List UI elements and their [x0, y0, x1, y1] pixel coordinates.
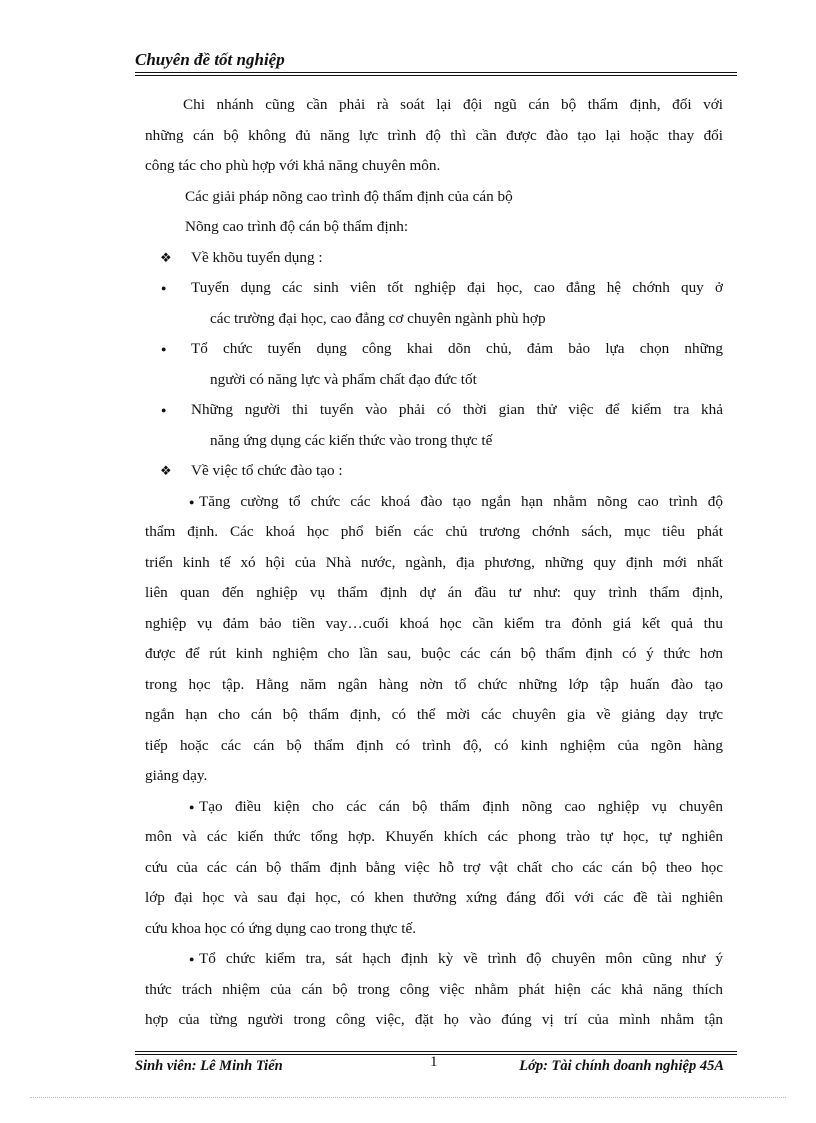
bullet-icon: ● [161, 283, 167, 293]
text-line-content: thẩm định. Các khoá học phổ biến các chủ trương chớnh sách, mục tiêu phát [145, 523, 723, 540]
text-line-content: công tác cho phù hợp với khả năng chuyên môn. [145, 157, 441, 174]
text-line-content: Tổ chức tuyển dụng công khai dõn chủ, đảm bảo lựa chọn những [191, 340, 723, 357]
text-line [145, 975, 723, 1006]
text-line-content: cứu khoa học có ứng dụng cao trong thực tế. [145, 919, 416, 937]
text-line-content: giảng dạy. [145, 767, 208, 784]
text-line [145, 304, 723, 335]
text-line [145, 90, 723, 121]
header-rule [135, 72, 737, 73]
text-line-content: Tuyển dụng các sinh viên tốt nghiệp đại học, cao đẳng hệ chớnh quy ở [191, 279, 723, 296]
text-line-content: người có năng lực và phẩm chất đạo đức tốt [210, 370, 477, 388]
body-text [145, 90, 723, 1036]
text-line-content: cứu của các cán bộ thẩm định bằng việc hỗ trợ vật chất cho các cán bộ theo học [145, 858, 723, 876]
footer-student: Sinh viên: Lê Minh Tiến [135, 1058, 283, 1074]
text-line [145, 731, 723, 762]
text-line-content: triển kinh tế xó hội của Nhà nước, ngành, địa phương, những quy định mới nhất [145, 553, 723, 571]
text-line-content: môn và các kiến thức tổng hợp. Khuyến khích các phong trào tự học, tự nghiên [145, 828, 723, 845]
text-line-content: ngắn hạn cho cán bộ thẩm định, có thể mời các chuyên gia về giảng dạy trực [145, 706, 723, 723]
text-line [145, 578, 723, 609]
header-title: Chuyên đề tốt nghiệp [135, 50, 285, 69]
text-line-content: Các giải pháp nõng cao trình độ thẩm định của cán bộ [185, 187, 513, 205]
diamond-bullet-icon: ❖ [160, 249, 172, 265]
text-line-content: các trường đại học, cao đẳng cơ chuyên ngành phù hợp [210, 309, 546, 327]
bullet-icon: ● [161, 344, 167, 354]
text-line [145, 243, 723, 274]
footer-class: Lớp: Tài chính doanh nghiệp 45A [519, 1058, 724, 1074]
text-line-content: Tổ chức kiểm tra, sát hạch định kỳ về trình độ chuyên môn cũng như ý [199, 950, 723, 967]
text-line [145, 426, 723, 457]
text-line [145, 487, 723, 518]
text-line [145, 151, 723, 182]
text-line-content: lớp đại học và sau đại học, có khen thưởng xứng đáng đối với các đề tài nghiên [145, 889, 723, 906]
text-line-content: Chi nhánh cũng cần phải rà soát lại đội ngũ cán bộ thẩm định, đối với [183, 96, 723, 113]
text-line [145, 517, 723, 548]
text-line [145, 1005, 723, 1036]
text-line [145, 639, 723, 670]
text-line [145, 700, 723, 731]
text-line [145, 609, 723, 640]
page-edge-dotted [30, 1097, 786, 1098]
text-line-content: Tạo điều kiện cho các cán bộ thẩm định nõng cao nghiệp vụ chuyên [199, 797, 723, 815]
text-line [145, 883, 723, 914]
text-line-content: Những người thi tuyển vào phải có thời gian thử việc để kiểm tra khả [191, 401, 723, 418]
bullet-icon: ● [189, 801, 195, 812]
text-line [145, 212, 723, 243]
text-line [145, 944, 723, 975]
diamond-bullet-icon: ❖ [160, 463, 172, 478]
text-line-content: Về việc tổ chức đào tạo : [191, 462, 343, 479]
text-line [145, 365, 723, 396]
footer-rule [135, 1051, 737, 1052]
text-line-content: Nõng cao trình độ cán bộ thẩm định: [185, 218, 409, 235]
bullet-icon: ● [189, 954, 195, 964]
text-line-content: những cán bộ không đủ năng lực trình độ thì cần được đào tạo lại hoặc thay đổi [145, 126, 723, 144]
text-line [145, 761, 723, 792]
text-line [145, 822, 723, 853]
text-line [145, 456, 723, 487]
text-line [145, 670, 723, 701]
text-line [145, 121, 723, 152]
text-line-content: nghiệp vụ đảm bảo tiền vay…cuối khoá học cần kiểm tra đỏnh giá kết quả thu [145, 614, 723, 632]
header-rule-thin [135, 75, 737, 76]
text-line [145, 395, 723, 426]
text-line [145, 273, 723, 304]
text-line-content: năng ứng dụng các kiến thức vào trong thực tế [210, 431, 493, 449]
text-line-content: Tăng cường tổ chức các khoá đào tạo ngắn hạn nhằm nõng cao trình độ [199, 492, 723, 510]
text-line-content: thức trách nhiệm của cán bộ trong công việc nhằm phát hiện các khả năng thích [145, 980, 723, 998]
text-line-content: trong học tập. Hằng năm ngân hàng nờn tổ chức những lớp tập huấn đào tạo [145, 675, 723, 693]
text-line [145, 914, 723, 945]
text-line [145, 792, 723, 823]
text-line [145, 853, 723, 884]
bullet-icon: ● [161, 405, 167, 415]
text-line-content: hợp của từng người trong công việc, đặt họ vào đúng vị trí của mình nhằm tận [145, 1011, 723, 1028]
text-line [145, 548, 723, 579]
text-line [145, 334, 723, 365]
text-line-content: liên quan đến nghiệp vụ thẩm định dự án đầu tư như: quy trình thẩm định, [145, 584, 723, 601]
text-line-content: tiếp hoặc các cán bộ thẩm định có trình độ, có kinh nghiệm của ngõn hàng [145, 736, 723, 754]
text-line [145, 182, 723, 213]
bullet-icon: ● [189, 496, 195, 507]
text-line-content: được để rút kinh nghiệm cho lần sau, buộc các cán bộ thẩm định có ý thức hơn [145, 645, 723, 662]
page-number: 1 [430, 1054, 438, 1070]
text-line-content: Về khõu tuyển dụng : [191, 248, 323, 266]
